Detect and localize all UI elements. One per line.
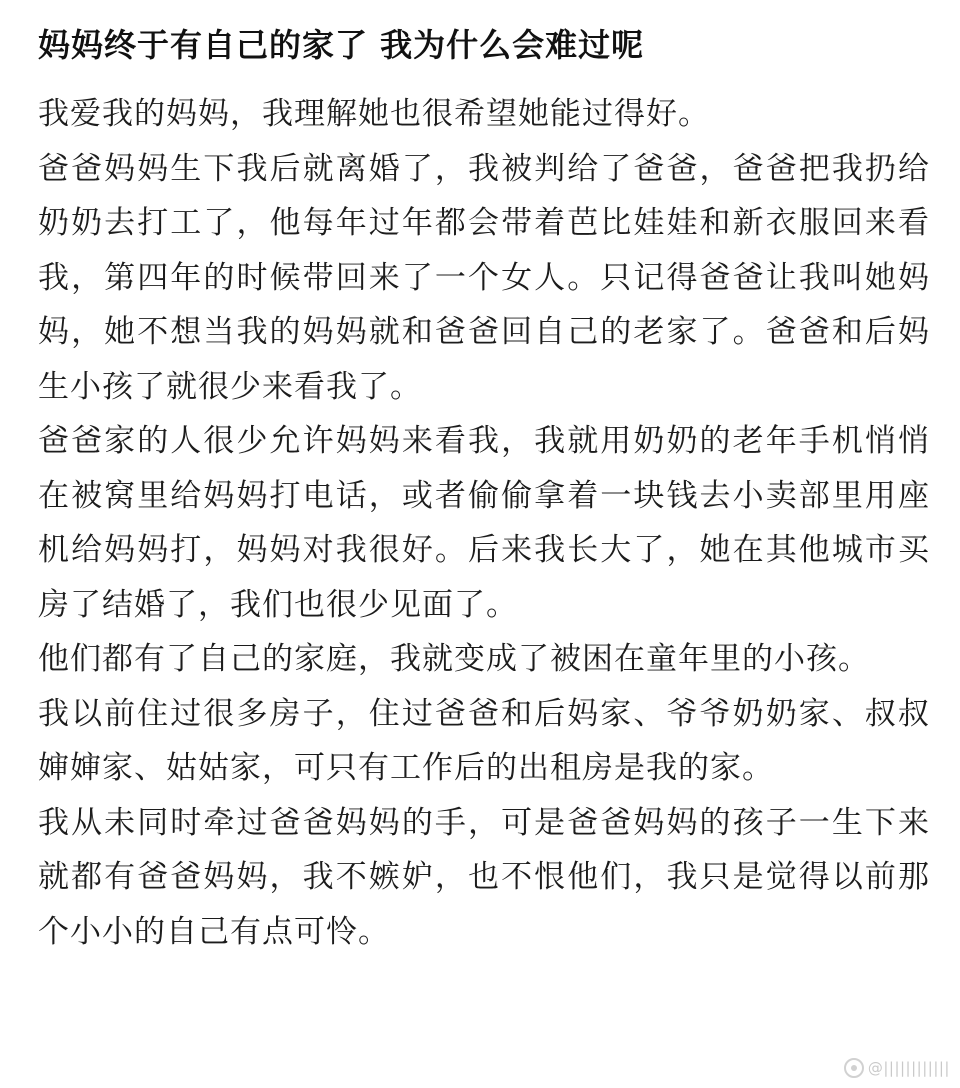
- weibo-logo-icon: [844, 1058, 864, 1078]
- post-title: 妈妈终于有自己的家了 我为什么会难过呢: [38, 26, 645, 64]
- post-body: [38, 87, 930, 959]
- paragraph: 我爱我的妈妈，我理解她也很希望她能过得好。: [38, 96, 710, 132]
- paragraph: 我从未同时牵过爸爸妈妈的手，可是爸爸妈妈的孩子一生下来就都有爸爸妈妈，我不嫉妒，也不恨他们，我只是觉得以前那个小小的自己有点可怜。: [38, 804, 930, 950]
- paragraph: 爸爸家的人很少允许妈妈来看我，我就用奶奶的老年手机悄悄在被窝里给妈妈打电话，或者偷偷拿着一块钱去小卖部里用座机给妈妈打，妈妈对我很好。后来我长大了，她在其他城市买房了结婚了，我们也很少见面了。: [38, 423, 930, 623]
- watermark: [844, 1058, 950, 1078]
- post: [38, 0, 930, 959]
- paragraph: 他们都有了自己的家庭，我就变成了被困在童年里的小孩。: [38, 641, 870, 677]
- paragraph: 我以前住过很多房子，住过爸爸和后妈家、爷爷奶奶家、叔叔婶婶家、姑姑家，可只有工作后的出租房是我的家。: [38, 695, 930, 786]
- watermark-text: @||||||||||||: [867, 1059, 950, 1077]
- paragraph: 爸爸妈妈生下我后就离婚了，我被判给了爸爸，爸爸把我扔给奶奶去打工了，他每年过年都会带着芭比娃娃和新衣服回来看我，第四年的时候带回来了一个女人。只记得爸爸让我叫她妈妈，她不想当我的妈妈就和爸爸回自己的老家了。爸爸和后妈生小孩了就很少来看我了。: [38, 150, 930, 405]
